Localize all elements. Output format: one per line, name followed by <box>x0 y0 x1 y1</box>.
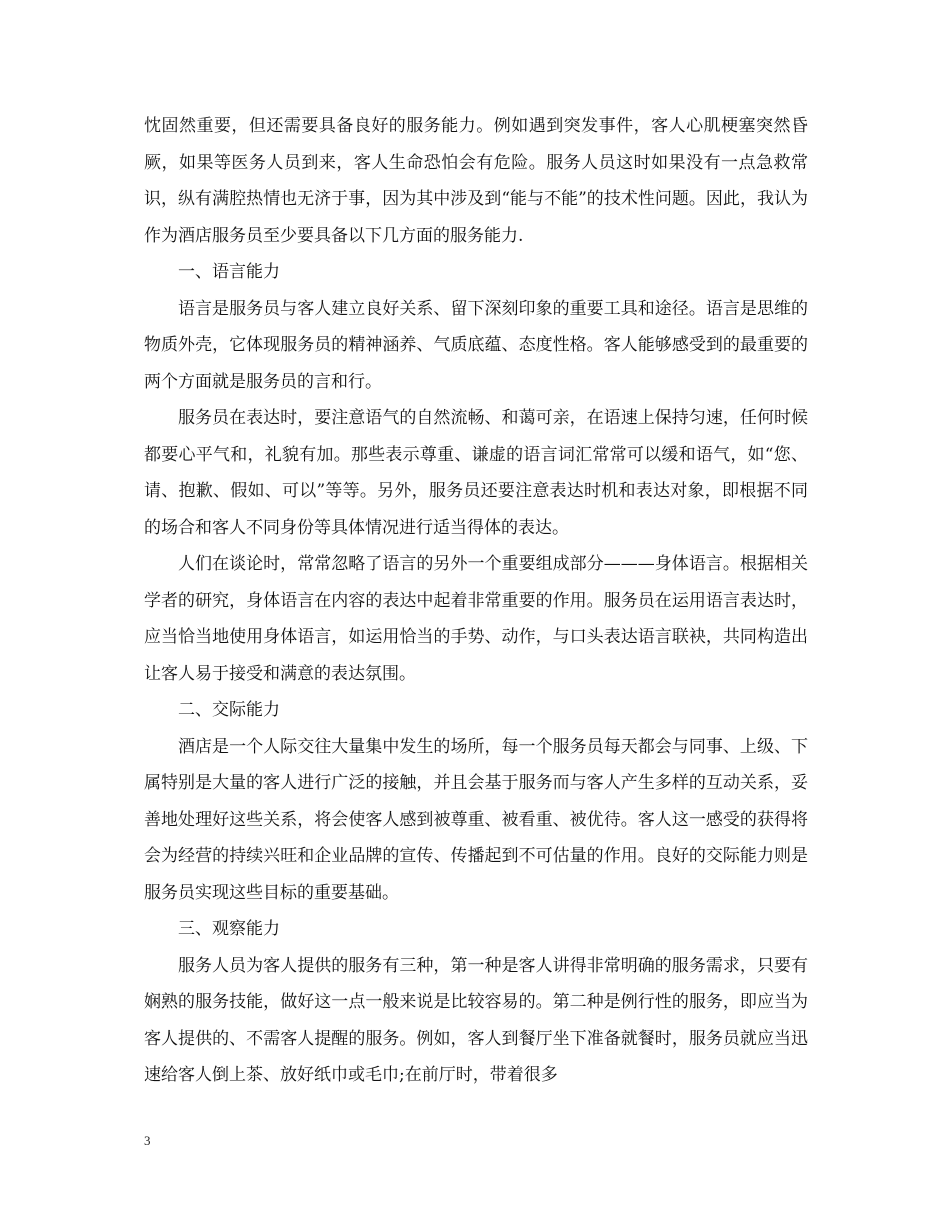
document-body <box>144 108 808 1094</box>
paragraph-language-expression: 服务员在表达时，要注意语气的自然流畅、和蔼可亲，在语速上保持匀速，任何时候都要心平气和，礼貌有加。那些表示尊重、谦虚的语言词汇常常可以缓和语气，如“您、请、抱歉、假如、可以”等等。另外，服务员还要注意表达时机和表达对象，即根据不同的场合和客人不同身份等具体情况进行适当得体的表达。 <box>144 408 808 538</box>
paragraph-language-intro: 语言是服务员与客人建立良好关系、留下深刻印象的重要工具和途径。语言是思维的物质外壳，它体现服务员的精神涵养、气质底蕴、态度性格。客人能够感受到的最重要的两个方面就是服务员的言和行。 <box>144 298 808 392</box>
paragraph-continuation: 忱固然重要，但还需要具备良好的服务能力。例如遇到突发事件，客人心肌梗塞突然昏厥，如果等医务人员到来，客人生命恐怕会有危险。服务人员这时如果没有一点急救常识，纵有满腔热情也无济于事，因为其中涉及到“能与不能”的技术性问题。因此，我认为作为酒店服务员至少要具备以下几方面的服务能力. <box>144 116 808 246</box>
paragraph-body-language: 人们在谈论时，常常忽略了语言的另外一个重要组成部分———身体语言。根据相关学者的研究，身体语言在内容的表达中起着非常重要的作用。服务员在运用语言表达时，应当恰当地使用身体语言，如运用恰当的手势、动作，与口头表达语言联袂，共同构造出让客人易于接受和满意的表达氛围。 <box>144 554 808 684</box>
section-heading-language: 一、语言能力 <box>178 262 280 282</box>
section-heading-communication: 二、交际能力 <box>178 700 280 720</box>
paragraph-observation: 服务人员为客人提供的服务有三种，第一种是客人讲得非常明确的服务需求，只要有娴熟的服务技能，做好这一点一般来说是比较容易的。第二种是例行性的服务，即应当为客人提供的、不需客人提醒的服务。例如，客人到餐厅坐下准备就餐时，服务员就应当迅速给客人倒上茶、放好纸巾或毛巾;在前厅时，带着很多 <box>144 955 808 1085</box>
page-number: 3 <box>144 1133 151 1148</box>
paragraph-communication: 酒店是一个人际交往大量集中发生的场所，每一个服务员每天都会与同事、上级、下属特别是大量的客人进行广泛的接触，并且会基于服务而与客人产生多样的互动关系，妥善地处理好这些关系，将会使客人感到被尊重、被看重、被优待。客人这一感受的获得将会为经营的持续兴旺和企业品牌的宣传、传播起到不可估量的作用。良好的交际能力则是服务员实现这些目标的重要基础。 <box>144 736 808 903</box>
section-heading-observation: 三、观察能力 <box>178 919 280 939</box>
